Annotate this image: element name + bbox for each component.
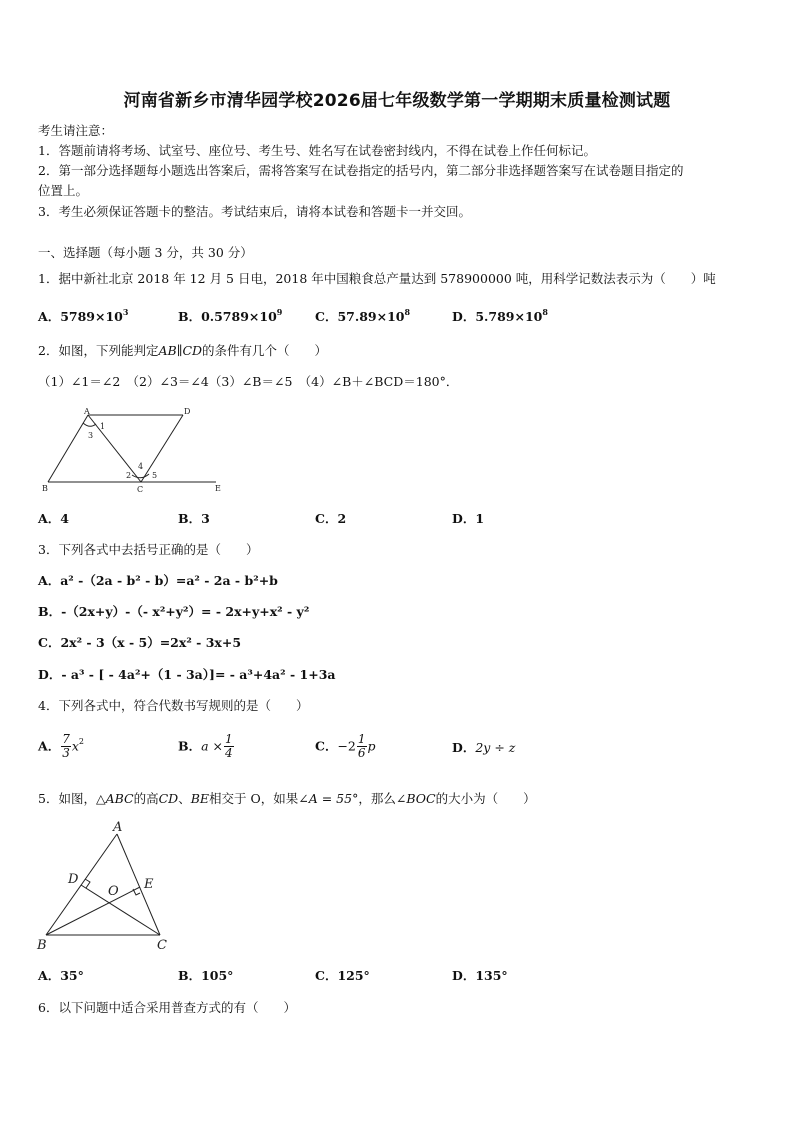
q4-b-den: 4: [224, 746, 233, 760]
q5-stem-post: ，那么: [358, 791, 396, 806]
q2-stem-math: AB∥CD: [158, 343, 203, 358]
question-5-stem: [38, 791, 536, 807]
page-title: 河南省新乡市清华园学校2026届七年级数学第一学期期末质量检测试题: [123, 91, 671, 111]
q5-label-o: O: [108, 884, 119, 899]
q5-side-ac: [117, 834, 160, 935]
q4-option-c-label: C．: [315, 738, 338, 754]
q5-figure: [34, 818, 179, 956]
q5-altitude-cd: [81, 885, 160, 935]
q1-option-b-text: B．0.5789×10: [178, 309, 277, 324]
q2-label-4: 4: [138, 462, 144, 471]
q1-option-b[interactable]: [178, 309, 282, 325]
question-6-stem: 6．以下问题中适合采用普查方式的有（ ）: [38, 1000, 296, 1015]
q2-label-c: C: [137, 485, 144, 494]
q5-option-a[interactable]: A．35°: [38, 968, 84, 983]
q4-option-c-frac: [357, 733, 367, 760]
q4-option-c[interactable]: [315, 733, 376, 760]
q2-option-c[interactable]: C．2: [315, 511, 347, 526]
q5-stem-mid2: 相交于 O，如果: [209, 791, 299, 806]
q5-stem-sep: 、: [178, 791, 191, 806]
q2-label-5: 5: [152, 471, 158, 480]
q4-b-pre: a ×: [201, 738, 223, 754]
q2-label-b: B: [42, 484, 48, 493]
q4-a-den: 3: [62, 746, 70, 760]
q2-option-b[interactable]: B．3: [178, 511, 210, 526]
q2-line-dc: [141, 415, 183, 482]
q5-stem-end: 的大小为（ ）: [435, 791, 536, 806]
q5-label-e: E: [144, 877, 154, 892]
q3-option-a[interactable]: A．a² -（2a - b² - b）=a² - 2a - b²+b: [38, 573, 278, 588]
q5-label-b: B: [37, 938, 47, 953]
q5-stem-be: BE: [190, 791, 210, 806]
q4-a-num: 7: [62, 732, 70, 746]
q1-option-a-exp: 3: [122, 307, 129, 317]
q2-option-d[interactable]: D．1: [452, 511, 485, 526]
q2-conditions: （1）∠1＝∠2 （2）∠3＝∠4（3）∠B＝∠5 （4）∠B＋∠BCD＝180°．: [38, 374, 459, 389]
q5-label-a: A: [113, 820, 123, 835]
q2-label-d: D: [184, 407, 191, 416]
q2-label-1: 1: [100, 422, 106, 431]
q5-stem-angle: ∠A = 55°: [298, 791, 359, 806]
q4-c-var: p: [367, 738, 376, 754]
q1-option-d-text: D．5.789×10: [452, 309, 543, 324]
q4-option-a-label: A．: [38, 738, 61, 754]
q5-stem-pre: 5．如图，: [38, 791, 96, 806]
notice-item-2: 2．第一部分选择题每小题选出答案后，需将答案写在试卷指定的括号内，第二部分非选择题答案写在试卷题目指定的: [38, 163, 684, 178]
notice-item-2-cont: 位置上。: [38, 183, 89, 198]
notice-item-3: 3．考生必须保证答题卡的整洁。考试结束后，请将本试卷和答题卡一并交回。: [38, 204, 471, 219]
q1-option-b-exp: 9: [276, 307, 283, 317]
q5-label-d: D: [68, 872, 79, 887]
q4-b-num: 1: [224, 732, 233, 746]
q5-option-c[interactable]: C．125°: [315, 968, 370, 983]
question-3-stem: 3．下列各式中去括号正确的是（ ）: [38, 542, 259, 557]
q4-option-d[interactable]: [452, 733, 515, 763]
q4-option-a-frac: [61, 733, 71, 760]
q2-label-2: 2: [126, 471, 132, 480]
section-heading: 一、选择题（每小题 3 分，共 30 分）: [38, 245, 253, 260]
q5-label-c: C: [157, 938, 167, 953]
q5-right-angle-d: [85, 879, 90, 888]
q5-side-ab: [46, 834, 117, 935]
q4-c-den: 6: [357, 746, 366, 760]
q1-option-d-exp: 8: [542, 307, 548, 317]
q4-a-var: x: [71, 738, 79, 754]
question-1-stem: 1．据中新社北京 2018 年 12 月 5 日电，2018 年中国粮食总产量达到 578900000 吨，用科学记数法表示为（ ）吨: [38, 271, 716, 286]
q2-option-a[interactable]: A．4: [38, 511, 69, 526]
q5-stem-cd: CD: [158, 791, 179, 806]
q2-label-3: 3: [88, 431, 94, 440]
q5-stem-tri: △ABC: [95, 791, 134, 806]
q3-option-b[interactable]: B．-（2x+y）-（- x²+y²）= - 2x+y+x² - y²: [38, 604, 310, 619]
q1-option-c-exp: 8: [404, 307, 411, 317]
q4-option-b[interactable]: [178, 733, 235, 760]
notice-item-1: 1．答题前请将考场、试室号、座位号、考生号、姓名写在试卷密封线内，不得在试卷上作任何标记。: [38, 143, 596, 158]
q5-option-d[interactable]: D．135°: [452, 968, 508, 983]
q5-stem-boc: ∠BOC: [395, 791, 436, 806]
q4-option-d-label: D．: [452, 740, 476, 755]
q2-line-ac: [88, 415, 144, 482]
q2-stem-pre: 2．如图，下列能判定: [38, 343, 159, 358]
q5-option-b[interactable]: B．105°: [178, 968, 234, 983]
q4-option-b-label: B．: [178, 738, 202, 754]
q1-option-c[interactable]: [315, 309, 410, 325]
q2-label-e: E: [215, 484, 221, 493]
q3-option-c[interactable]: C．2x² - 3（x - 5）=2x² - 3x+5: [38, 635, 242, 650]
q2-stem-post: 的条件有几个（ ）: [202, 343, 328, 358]
q1-option-a-text: A．5789×10: [38, 309, 123, 324]
q1-option-c-text: C．57.89×10: [315, 309, 405, 324]
q4-c-num: 1: [357, 732, 366, 746]
q3-option-d[interactable]: D．- a³ - [ - 4a²+（1 - 3a）]= - a³+4a² - 1+3a: [38, 667, 336, 682]
q4-option-b-frac: [224, 733, 234, 760]
q1-option-d[interactable]: [452, 309, 548, 325]
q4-option-a[interactable]: [38, 733, 84, 760]
q2-arc-a: [83, 423, 96, 426]
q2-line-ab: [48, 415, 88, 482]
q2-figure: [38, 405, 233, 497]
q4-c-pre: −2: [337, 738, 356, 754]
q4-d-expr: 2y ÷ z: [475, 740, 516, 755]
question-4-stem: 4．下列各式中，符合代数书写规则的是（ ）: [38, 698, 309, 713]
question-2-stem: [38, 343, 327, 359]
notice-heading: 考生请注意：: [38, 123, 114, 138]
q5-altitude-be: [46, 887, 140, 935]
q2-label-a: A: [84, 407, 90, 416]
q5-stem-mid: 的高: [133, 791, 159, 806]
q1-option-a[interactable]: [38, 309, 128, 325]
q4-a-exp: 2: [78, 737, 84, 746]
